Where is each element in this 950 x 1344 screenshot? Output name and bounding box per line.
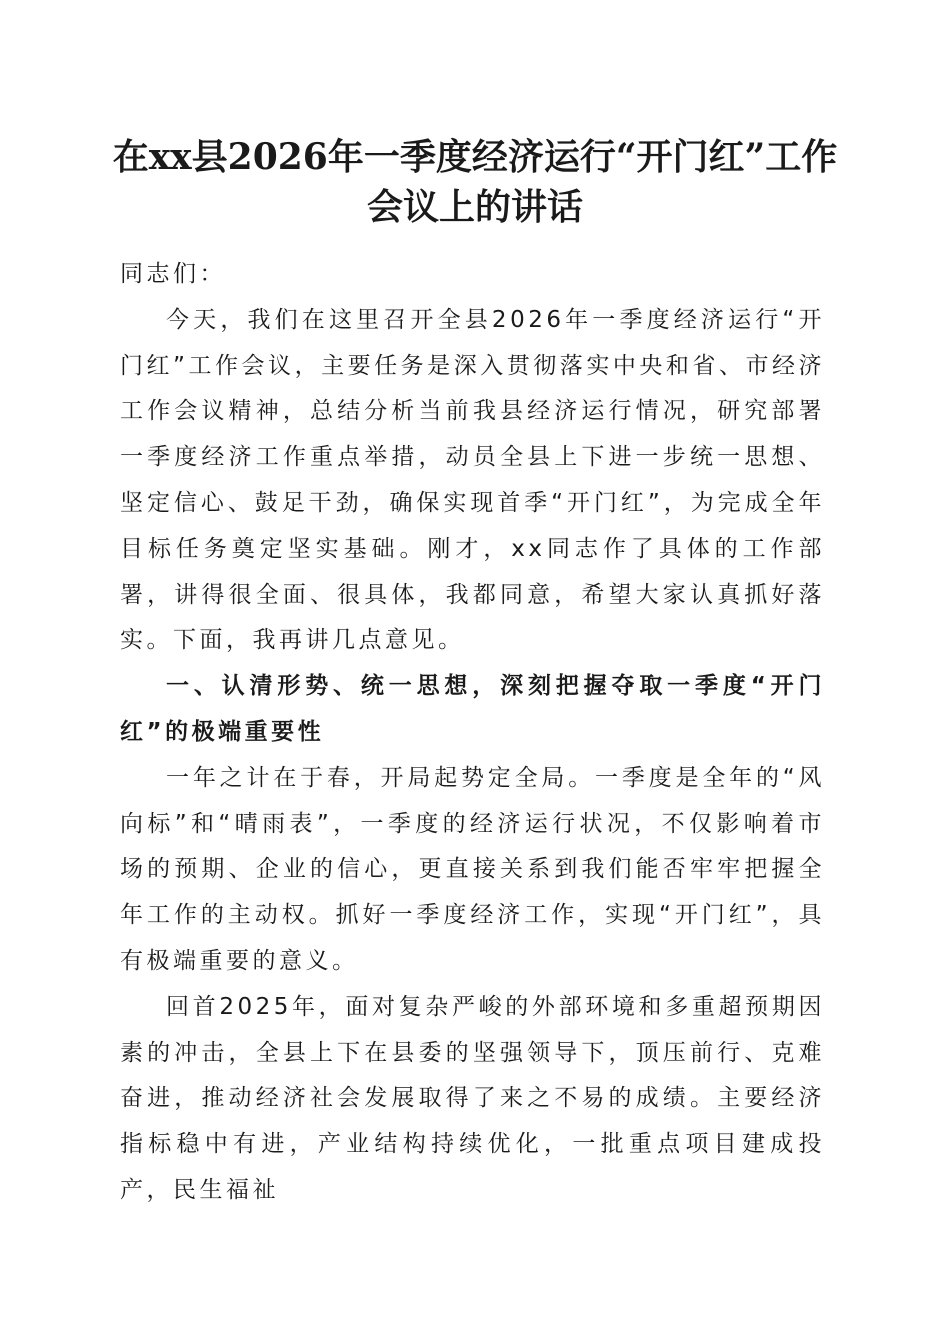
paragraph-review-2025: 回首2025年，面对复杂严峻的外部环境和多重超预期因素的冲击，全县上下在县委的坚强领导下，顶压前行、克难奋进，推动经济社会发展取得了来之不易的成绩。主要经济指标稳中有进，产业结构持续优化，一批重点项目建成投产，民生福祉 [120, 993, 825, 1203]
document-body [120, 252, 825, 1214]
salutation: 同志们： [120, 261, 226, 287]
document-title: 在xx县2026年一季度经济运行“开门红”工作会议上的讲话 [112, 136, 838, 228]
section-heading-1: 一、认清形势、统一思想，深刻把握夺取一季度“开门红”的极端重要性 [120, 673, 825, 745]
paragraph-significance: 一年之计在于春，开局起势定全局。一季度是全年的“风向标”和“晴雨表”，一季度的经济运行状况，不仅影响着市场的预期、企业的信心，更直接关系到我们能否牢牢把握全年工作的主动权。抓好一季度经济工作，实现“开门红”，具有极端重要的意义。 [120, 764, 825, 974]
paragraph-opening: 今天，我们在这里召开全县2026年一季度经济运行“开门红”工作会议，主要任务是深入贯彻落实中央和省、市经济工作会议精神，总结分析当前我县经济运行情况，研究部署一季度经济工作重点举措，动员全县上下进一步统一思想、坚定信心、鼓足干劲，确保实现首季“开门红”，为完成全年目标任务奠定坚实基础。刚才，xx同志作了具体的工作部署，讲得很全面、很具体，我都同意，希望大家认真抓好落实。下面，我再讲几点意见。 [120, 306, 825, 654]
